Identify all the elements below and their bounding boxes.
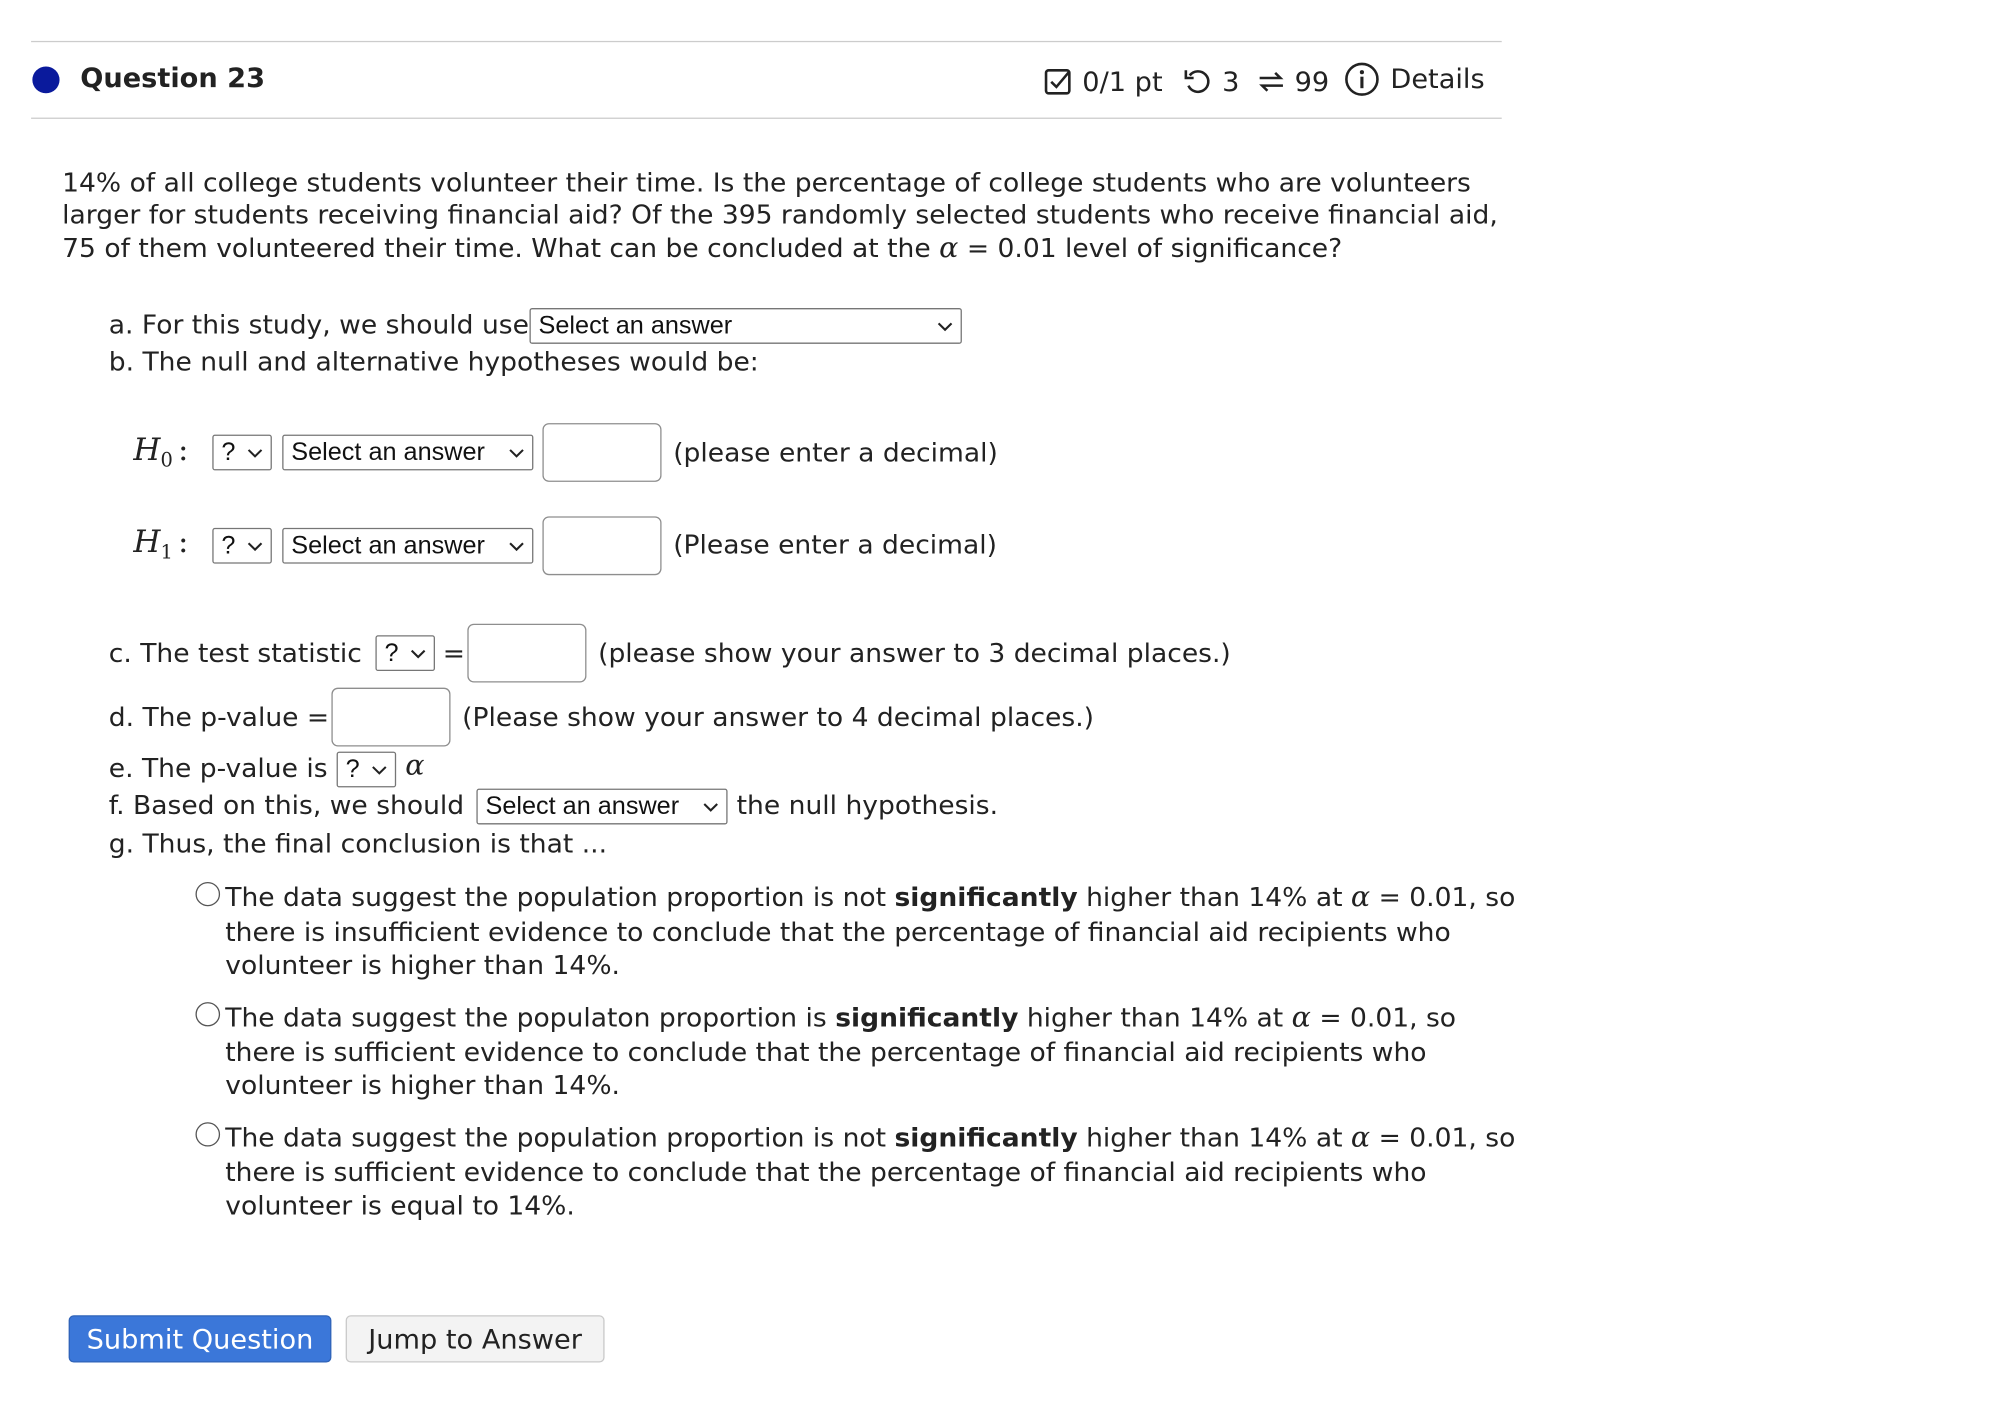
part-g-label: g. Thus, the final conclusion is that ... <box>108 828 608 859</box>
problem-line-3-pre: 75 of them volunteered their time. What can be concluded at the <box>62 232 940 264</box>
retry-icon <box>1183 66 1211 97</box>
option-bold-text: significantly <box>835 1002 1019 1033</box>
details-label: Details <box>1390 63 1485 95</box>
chevron-down-icon <box>370 761 388 779</box>
conclusion-option-3 <box>225 1121 1515 1222</box>
question-title: Question 23 <box>80 62 266 94</box>
submit-question-button[interactable]: Submit Question <box>69 1315 332 1362</box>
part-f-post: the null hypothesis. <box>736 789 999 821</box>
h0-letter: H <box>133 432 161 468</box>
part-e-label: e. The p-value is <box>108 752 328 784</box>
checkbox-pencil-icon <box>1043 66 1074 97</box>
option-text: = 0.01, so <box>1370 1122 1516 1153</box>
alpha-symbol: α <box>1350 881 1371 914</box>
chevron-down-icon <box>702 798 720 816</box>
problem-line-1: 14% of all college students volunteer their time. Is the percentage of college students who are volunteers <box>62 167 1471 199</box>
part-d-hint: (Please show your answer to 4 decimal places.) <box>462 701 1094 733</box>
jump-to-answer-button[interactable]: Jump to Answer <box>346 1315 605 1362</box>
points-display <box>1043 66 1162 97</box>
retries-count: 3 <box>1222 66 1240 98</box>
option-text: there is insufficient evidence to conclude that the percentage of financial aid recipients who <box>225 916 1451 948</box>
header-divider <box>31 118 1502 119</box>
h0-symbol <box>133 432 189 472</box>
test-statistic-input[interactable] <box>467 624 586 683</box>
h1-operator-select[interactable] <box>212 528 272 564</box>
part-a-label: a. For this study, we should use <box>108 309 529 341</box>
chevron-down-icon <box>409 644 427 662</box>
h0-parameter-value: Select an answer <box>291 438 485 467</box>
retries-display <box>1183 66 1239 97</box>
alpha-symbol: α <box>405 750 425 783</box>
option-text: volunteer is equal to 14%. <box>225 1190 575 1221</box>
h0-operator-select[interactable] <box>212 435 272 471</box>
conclusion-radio-3[interactable] <box>195 1122 220 1146</box>
part-f-label: f. Based on this, we should <box>108 789 465 821</box>
option-bold-text: significantly <box>894 881 1078 913</box>
option-text: there is sufficient evidence to conclude that the percentage of financial aid recipients who <box>225 1036 1427 1068</box>
h0-operator-value: ? <box>221 438 236 467</box>
problem-line-3 <box>62 231 1342 266</box>
option-bold-text: significantly <box>894 1122 1078 1153</box>
h0-parameter-select[interactable] <box>282 435 533 471</box>
option-text: higher than 14% at <box>1077 881 1351 913</box>
problem-line-2: larger for students receiving financial aid? Of the 395 randomly selected students who receive financial aid, <box>62 199 1498 231</box>
chevron-down-icon <box>246 444 264 462</box>
chevron-down-icon <box>507 537 525 555</box>
test-statistic-type-value: ? <box>384 639 399 668</box>
status-dot <box>32 66 59 93</box>
repeat-icon <box>1256 66 1287 97</box>
p-value-comparison-select[interactable] <box>337 752 397 788</box>
h1-symbol <box>133 524 189 564</box>
study-type-select[interactable] <box>529 308 961 344</box>
option-text: volunteer is higher than 14%. <box>225 949 620 981</box>
decision-select-value: Select an answer <box>485 792 680 821</box>
h1-letter: H <box>133 524 161 560</box>
alpha-symbol: α <box>939 232 959 265</box>
part-b-label: b. The null and alternative hypotheses would be: <box>108 346 759 378</box>
part-c-hint: (please show your answer to 3 decimal places.) <box>598 637 1231 669</box>
part-d-label: d. The p-value = <box>108 701 330 733</box>
attempts-display <box>1256 66 1329 97</box>
problem-line-3-post: = 0.01 level of significance? <box>958 232 1343 264</box>
option-text: = 0.01, so <box>1370 881 1516 913</box>
conclusion-option-1 <box>225 881 1515 982</box>
option-text: there is sufficient evidence to conclude that the percentage of financial aid recipients who <box>225 1156 1427 1188</box>
top-divider <box>31 41 1502 42</box>
option-text: higher than 14% at <box>1077 1122 1351 1153</box>
option-text: The data suggest the population proportion is not <box>225 881 895 913</box>
p-value-comparison-value: ? <box>345 755 360 784</box>
test-statistic-type-select[interactable] <box>375 635 435 671</box>
decision-select[interactable] <box>476 789 727 825</box>
h0-hint: (please enter a decimal) <box>673 437 998 468</box>
h1-value-input[interactable] <box>542 516 661 575</box>
option-text: The data suggest the population proportion is not <box>225 1122 895 1153</box>
equals-sign: = <box>442 637 466 669</box>
h0-colon: : <box>177 432 189 468</box>
conclusion-radio-1[interactable] <box>195 882 220 906</box>
attempts-count: 99 <box>1294 66 1330 98</box>
option-text: The data suggest the populaton proportion is <box>225 1002 836 1033</box>
chevron-down-icon <box>246 537 264 555</box>
option-text: = 0.01, so <box>1310 1002 1457 1033</box>
chevron-down-icon <box>936 317 954 335</box>
conclusion-option-2 <box>225 1001 1456 1102</box>
option-text: higher than 14% at <box>1018 1002 1292 1033</box>
h1-parameter-select[interactable] <box>282 528 533 564</box>
info-icon <box>1344 61 1380 97</box>
h0-subscript: 0 <box>160 448 173 472</box>
h1-subscript: 1 <box>160 540 173 564</box>
h0-value-input[interactable] <box>542 423 661 482</box>
details-link[interactable] <box>1344 61 1485 97</box>
h1-operator-value: ? <box>221 531 236 560</box>
option-text: volunteer is higher than 14%. <box>225 1069 620 1101</box>
conclusion-radio-2[interactable] <box>195 1002 220 1026</box>
h1-colon: : <box>177 524 189 560</box>
points-text: 0/1 pt <box>1082 66 1163 98</box>
h1-hint: (Please enter a decimal) <box>673 529 998 560</box>
p-value-input[interactable] <box>331 688 450 747</box>
h1-parameter-value: Select an answer <box>291 531 485 560</box>
part-c-label: c. The test statistic <box>108 637 362 669</box>
chevron-down-icon <box>507 444 525 462</box>
alpha-symbol: α <box>1350 1122 1371 1155</box>
alpha-symbol: α <box>1291 1002 1311 1035</box>
study-type-select-value: Select an answer <box>538 311 733 341</box>
